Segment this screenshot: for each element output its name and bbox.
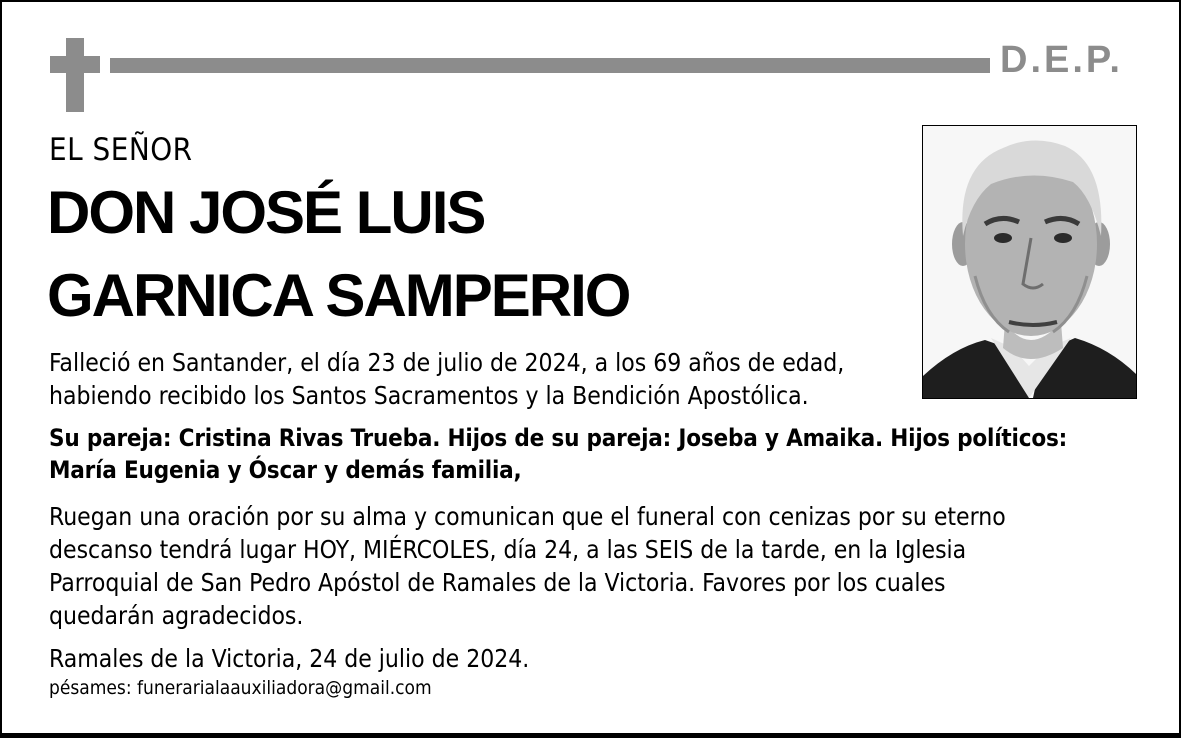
condolences-email: pésames: funerarialaauxiliadora@gmail.com bbox=[49, 677, 432, 699]
title-label: EL SEÑOR bbox=[49, 132, 193, 168]
family-line1: Su pareja: Cristina Rivas Trueba. Hijos de su pareja: Joseba y Amaika. Hijos políticos: bbox=[49, 424, 1068, 452]
deceased-name-line1: DON JOSÉ LUIS bbox=[47, 179, 485, 246]
portrait-photo bbox=[922, 125, 1137, 399]
death-line1: Falleció en Santander, el día 23 de julio de 2024, a los 69 años de edad, bbox=[49, 348, 845, 377]
header-rule bbox=[110, 58, 990, 73]
dep-label: D.E.P. bbox=[1000, 39, 1123, 81]
family-line2: María Eugenia y Óscar y demás familia, bbox=[49, 456, 522, 484]
funeral-line2: descanso tendrá lugar HOY, MIÉRCOLES, día 24, a las SEIS de la tarde, en la Iglesia bbox=[49, 535, 967, 564]
funeral-line3: Parroquial de San Pedro Apóstol de Ramales de la Victoria. Favores por los cuales bbox=[49, 568, 946, 597]
place-date: Ramales de la Victoria, 24 de julio de 2024. bbox=[49, 644, 530, 673]
deceased-name-line2: GARNICA SAMPERIO bbox=[47, 262, 630, 329]
death-line2: habiendo recibido los Santos Sacramentos y la Bendición Apostólica. bbox=[49, 381, 809, 410]
cross-icon bbox=[50, 38, 100, 112]
funeral-line4: quedarán agradecidos. bbox=[49, 601, 304, 630]
funeral-line1: Ruegan una oración por su alma y comunican que el funeral con cenizas por su eterno bbox=[49, 502, 1006, 531]
